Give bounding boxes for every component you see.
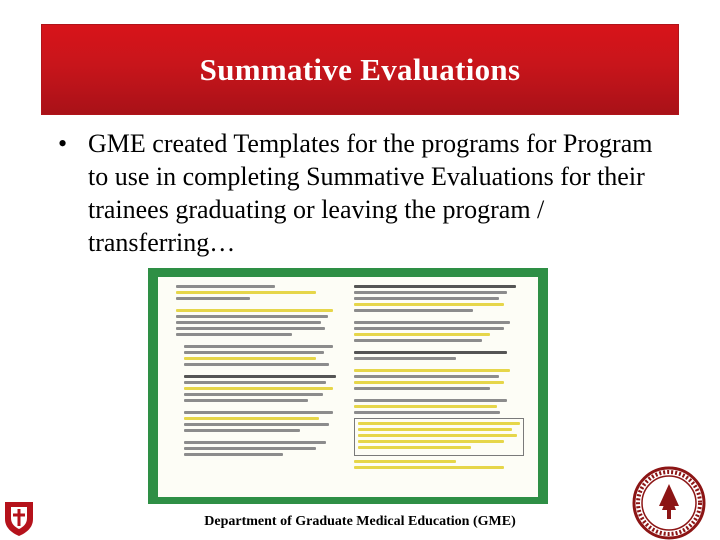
document-right-column: [354, 285, 524, 472]
footer-department: Department of Graduate Medical Education (GME): [204, 514, 516, 529]
document-page: [158, 277, 538, 497]
shield-logo-icon: [2, 499, 36, 537]
document-left-column: [176, 285, 341, 459]
template-document-image: [148, 268, 548, 504]
bullet-item: [58, 127, 678, 259]
slide-title: Summative Evaluations: [199, 51, 521, 87]
title-bar: [41, 24, 679, 115]
bullet-symbol: •: [58, 129, 68, 158]
document-highlight-box: [354, 418, 524, 456]
bullet-text: GME created Templates for the programs for Program to use in completing Summative Evaluations for their trainees graduating or leaving the program / transferring…: [88, 129, 653, 257]
university-seal-icon: [632, 466, 706, 540]
